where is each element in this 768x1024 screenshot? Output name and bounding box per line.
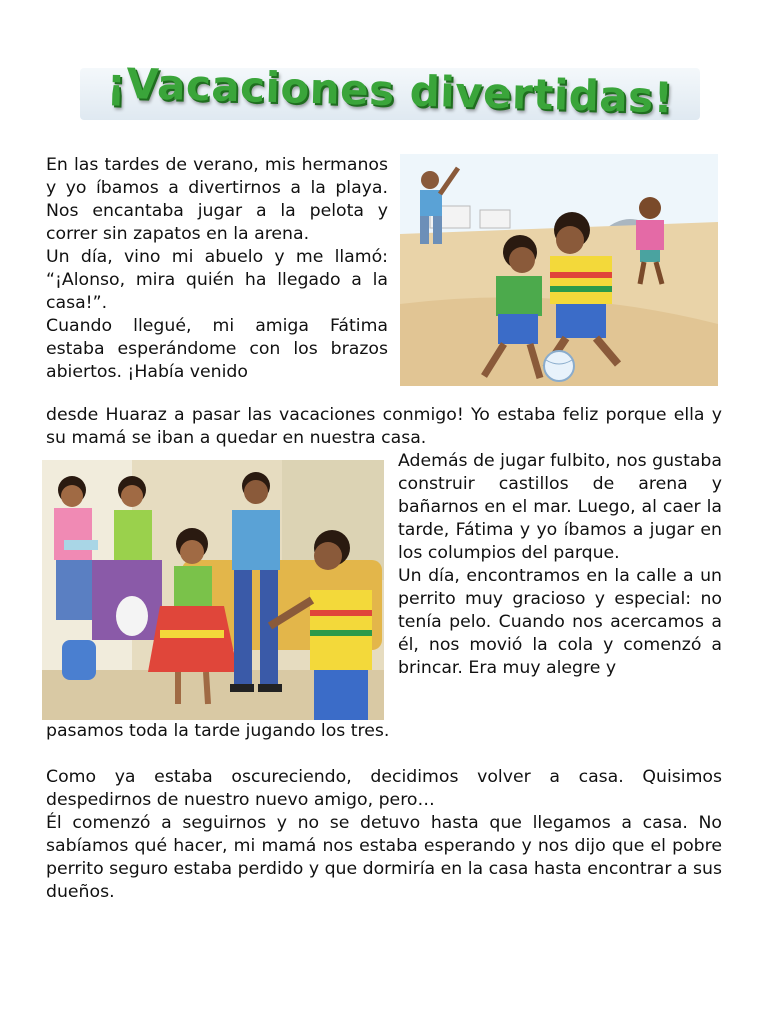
paragraph: En las tardes de verano, mis hermanos y yo íbamos a divertirnos a la playa. Nos encantaba jugar a la pelota y correr sin zapatos en la arena. [46,155,388,244]
paragraph: Además de jugar fulbito, nos gustaba construir castillos de arena y bañarnos en el mar. Luego, al caer la tarde, Fátima y yo íbamos a jugar en los columpios del parque. [398,451,722,563]
paragraph: Un día, encontramos en la calle a un perrito muy gracioso y especial: no tenía pelo. Cuando nos acercamos a él, nos movió la cola y comenzó a brincar. Era muy alegre y [398,566,722,678]
paragraph: Cuando llegué, mi amiga Fátima estaba esperándome con los brazos abiertos. ¡Había venido [46,316,388,382]
paragraph-block-4 [46,720,722,743]
room-illustration [42,460,384,720]
paragraph-block-2 [46,404,722,450]
paragraph: Un día, vino mi abuelo y me llamó: “¡Alonso, mira quién ha llegado a la casa!”. [46,247,388,313]
title-banner [80,58,700,124]
paragraph: pasamos toda la tarde jugando los tres. [46,721,390,741]
paragraph: Como ya estaba oscureciendo, decidimos volver a casa. Quisimos despedirnos de nuestro nuevo amigo, pero… [46,767,722,810]
paragraph-block-1 [46,154,388,384]
paragraph-block-5 [46,766,722,904]
page-title: ¡Vacaciones divertidas! [106,58,674,123]
beach-illustration [400,154,718,386]
paragraph: desde Huaraz a pasar las vacaciones conmigo! Yo estaba feliz porque ella y su mamá se iban a quedar en nuestra casa. [46,405,722,448]
paragraph: Él comenzó a seguirnos y no se detuvo hasta que llegamos a casa. No sabíamos qué hacer, mi mamá nos estaba esperando y nos dijo que el pobre perrito seguro estaba perdido y que dormiría en la casa hasta encontrar a sus dueños. [46,813,722,902]
paragraph-block-3 [398,450,722,680]
